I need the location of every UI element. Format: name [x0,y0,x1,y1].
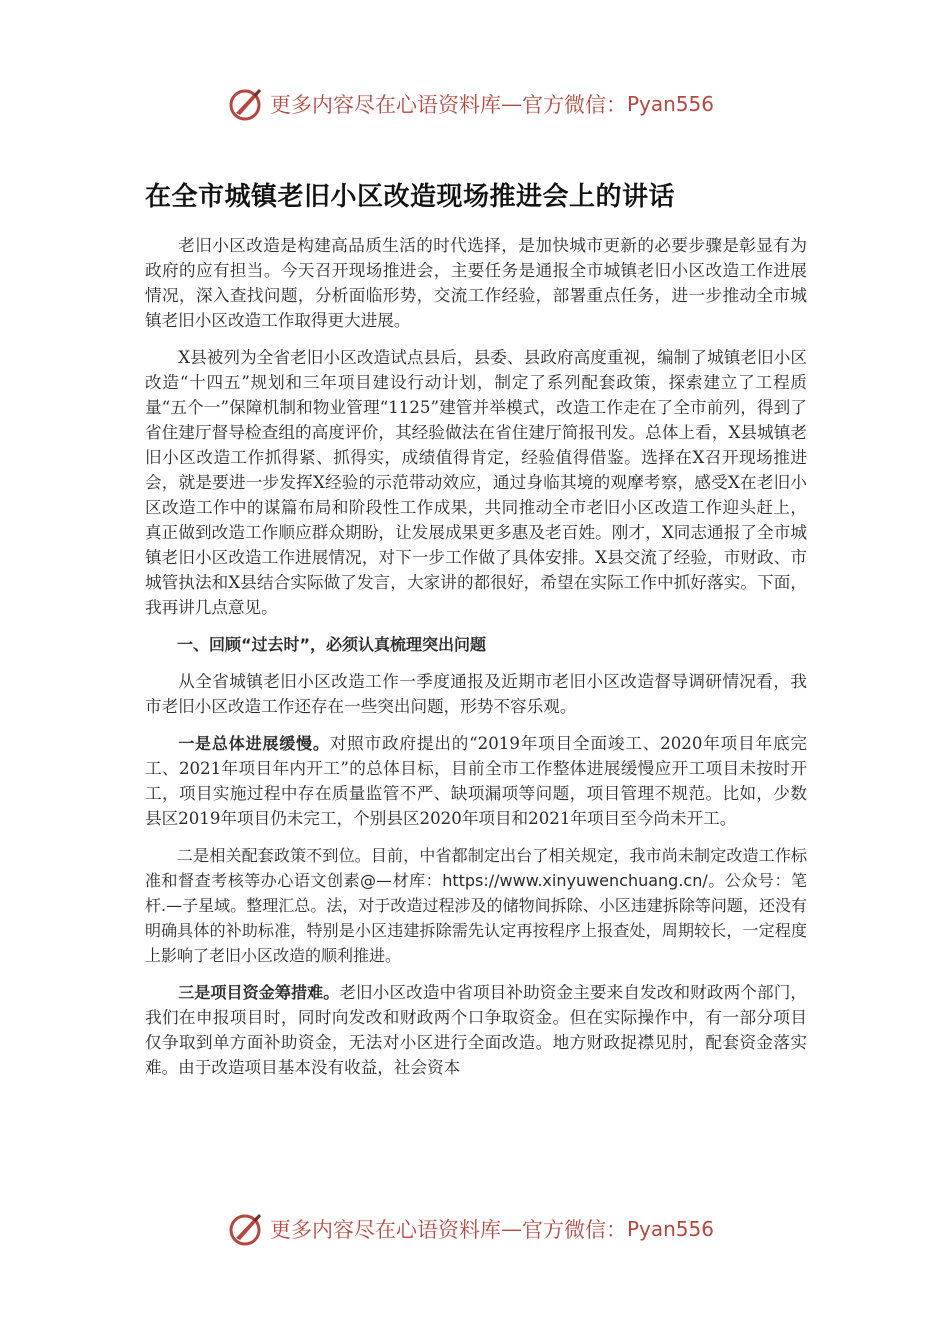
watermark-wechat-id: Pyan556 [627,1217,715,1241]
brush-logo-icon [228,1211,264,1247]
footer-watermark [228,1207,748,1251]
document-title: 在全市城镇老旧小区改造现场推进会上的讲话 [145,182,676,212]
document-body [145,233,807,1092]
paragraph-intro: 老旧小区改造是构建高品质生活的时代选择，是加快城市更新的必要步骤是彰显有为政府的应有担当。今天召开现场推进会，主要任务是通报全市城镇老旧小区改造工作进展情况，深入查找问题，分析面临形势，交流工作经验，部署重点任务，进一步推动全市城镇老旧小区改造工作取得更大进展。 [145,236,807,330]
point-3-body: 老旧小区改造中省项目补助资金主要来自发改和财政两个部门，我们在申报项目时，同时向发改和财政两个口争取资金。但在实际操作中，有一部分项目仅争取到单方面补助资金，无法对小区进行全面改造。地方财政捉襟见肘，配套资金落实难。由于改造项目基本没有收益，社会资本 [145,983,807,1077]
point-3-lead: 三是项目资金筹措难。 [178,983,340,1002]
watermark-text: 更多内容尽在心语资料库 [270,1218,501,1242]
header-watermark [228,82,748,126]
watermark-text: 更多内容尽在心语资料库 [270,93,501,117]
paragraph-situation: 从全省城镇老旧小区改造工作一季度通报及近期市老旧小区改造督导调研情况看，我市老旧小区改造工作还存在一些突出问题，形势不容乐观。 [145,672,807,716]
watermark-suffix: 官方微信： [522,1218,627,1242]
point-1-body: 对照市政府提出的“2019年项目全面竣工、2020年项目年底完工、2021年项目年内开工”的总体目标，目前全市工作整体进展缓慢应开工项目未按时开工，项目实施过程中存在质量监管不严、缺项漏项等问题，项目管理不规范。比如，少数县区2019年项目仍未完工，个别县区2020年项目和2021年项目至今尚未开工。 [145,734,807,828]
paragraph-county-experience: X县被列为全省老旧小区改造试点县后，县委、县政府高度重视，编制了城镇老旧小区改造“十四五”规划和三年项目建设行动计划，制定了系列配套政策，探索建立了工程质量“五个一”保障机制和物业管理“1125”建管并举模式，改造工作走在了全市前列，得到了省住建厅督导检查组的高度评价，其经验做法在省住建厅简报刊发。总体上看，X县城镇老旧小区改造工作抓得紧、抓得实，成绩值得肯定，经验值得借鉴。选择在X召开现场推进会，就是要进一步发挥X经验的示范带动效应，通过身临其境的观摩考察，感受X在老旧小区改造工作中的谋篇布局和阶段性工作成果，共同推动全市老旧小区改造工作迎头赶上，真正做到改造工作顺应群众期盼，让发展成果更多惠及老百姓。刚才，X同志通报了全市城镇老旧小区改造工作进展情况，对下一步工作做了具体安排。X县交流了经验，市财政、市城管执法和X县结合实际做了发言，大家讲的都很好，希望在实际工作中抓好落实。下面，我再讲几点意见。 [145,348,807,617]
point-1-lead: 一是总体进展缓慢。 [178,734,330,753]
section-heading-1: 一、回顾“过去时”，必须认真梳理突出问题 [177,635,487,654]
paragraph-point-3 [145,980,807,1080]
paragraph-point-2: 二是相关配套政策不到位。目前，中省都制定出台了相关规定，我市尚未制定改造工作标准和督查考核等办心语文创素@—材库：https://www.xinyuwenchuang.cn/。公众号：笔杆.—子星域。整理汇总。法，对于改造过程涉及的储物间拆除、小区违建拆除等问题，还没有明确具体的补助标准，特别是小区违建拆除需先认定再按程序上报查处，周期较长，一定程度上影响了老旧小区改造的顺利推进。 [145,846,807,965]
watermark-suffix: 官方微信： [522,93,627,117]
watermark-dash: — [501,92,522,116]
watermark-wechat-id: Pyan556 [627,92,715,116]
watermark-dash: — [501,1217,522,1241]
paragraph-point-1 [145,731,807,831]
brush-logo-icon [228,86,264,122]
